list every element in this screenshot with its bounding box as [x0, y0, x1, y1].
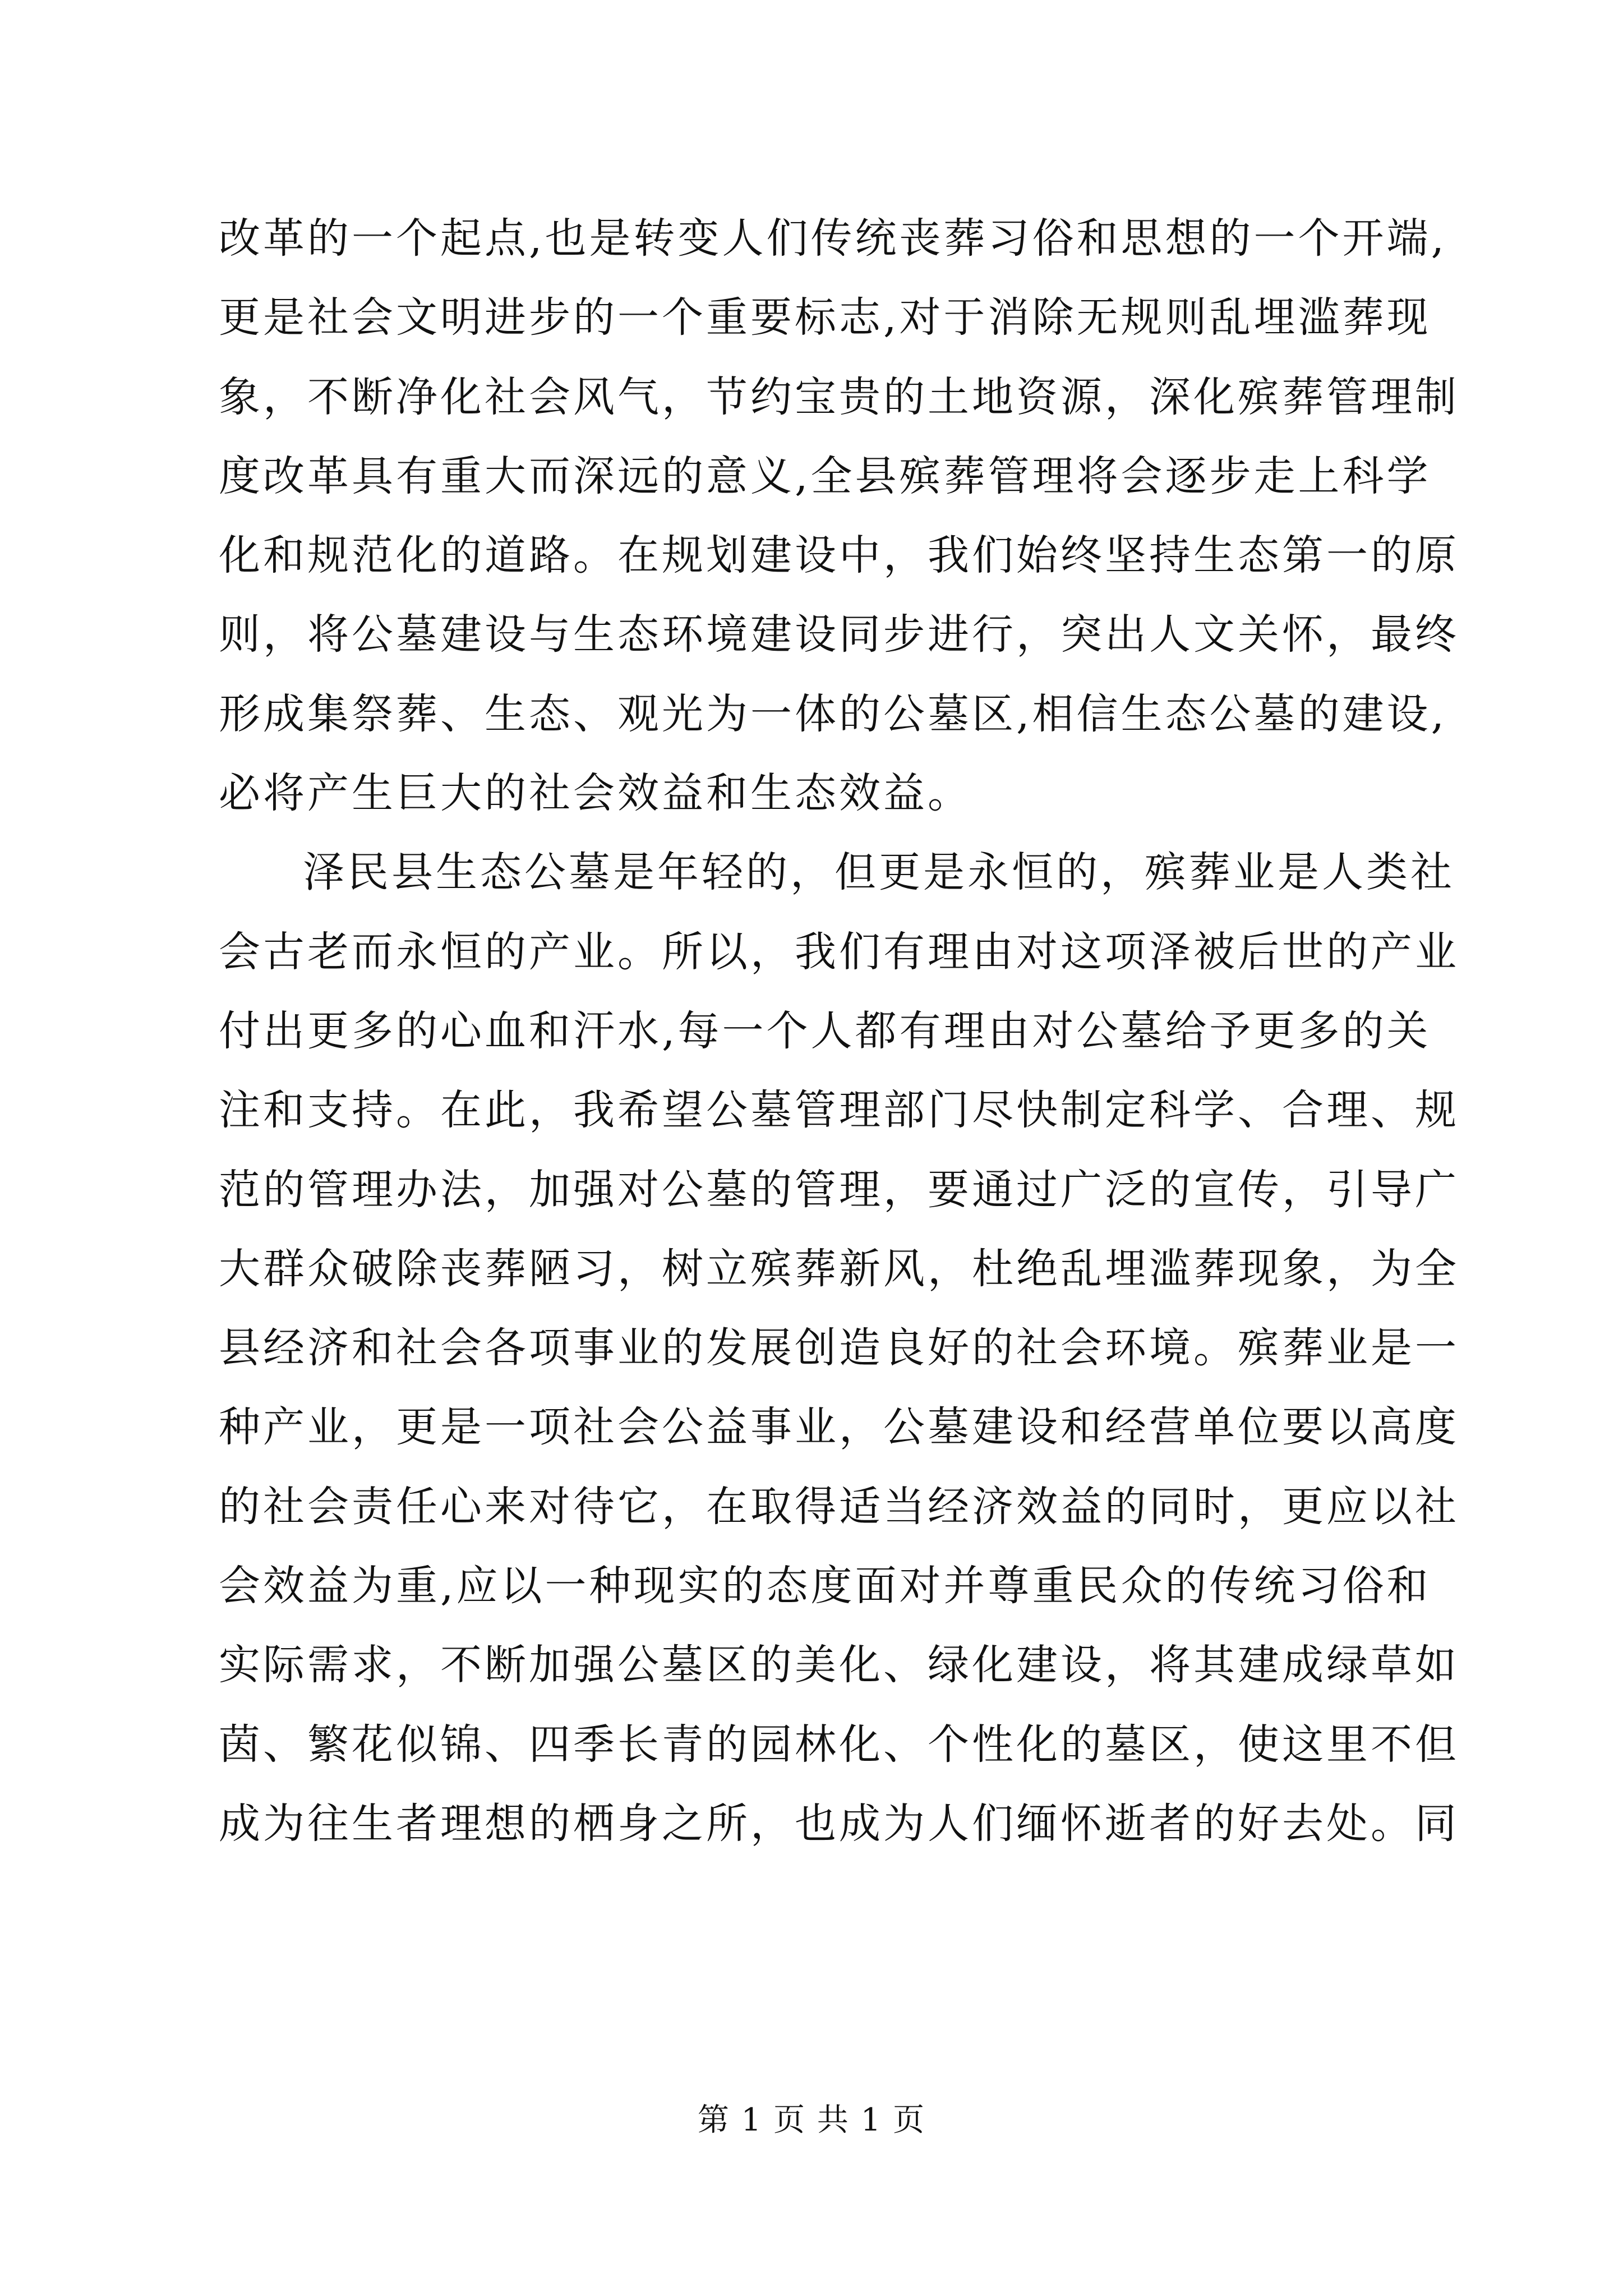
text-line-13: 范的管理办法，加强对公墓的管理，要通过广泛的宣传，引导广 [219, 1165, 1459, 1214]
text-line-4: 度改革具有重大而深远的意义,全县殡葬管理将会逐步走上科学 [219, 452, 1431, 500]
text-line-21: 成为往生者理想的栖身之所，也成为人们缅怀逝者的好去处。同 [219, 1799, 1459, 1848]
text-line-17: 的社会责任心来对待它，在取得适当经济效益的同时，更应以社 [219, 1482, 1459, 1531]
text-line-12: 注和支持。在此，我希望公墓管理部门尽快制定科学、合理、规 [219, 1086, 1459, 1135]
text-line-9-paragraph-start: 泽民县生态公墓是年轻的，但更是永恒的，殡葬业是人类社 [303, 848, 1455, 897]
text-line-10: 会古老而永恒的产业。所以，我们有理由对这项泽被后世的产业 [219, 927, 1459, 976]
text-line-8: 必将产生巨大的社会效益和生态效益。 [219, 769, 972, 818]
text-line-1: 改革的一个起点,也是转变人们传统丧葬习俗和思想的一个开端, [219, 214, 1447, 263]
text-line-6: 则，将公墓建设与生态环境建设同步进行，突出人文关怀，最终 [219, 610, 1459, 659]
text-line-19: 实际需求，不断加强公墓区的美化、绿化建设，将其建成绿草如 [219, 1641, 1459, 1690]
body-text [219, 199, 1459, 1864]
text-line-15: 县经济和社会各项事业的发展创造良好的社会环境。殡葬业是一 [219, 1324, 1459, 1373]
text-line-7: 形成集祭葬、生态、观光为一体的公墓区,相信生态公墓的建设, [219, 689, 1447, 738]
text-line-5: 化和规范化的道路。在规划建设中，我们始终坚持生态第一的原 [219, 531, 1459, 580]
text-line-20: 茵、繁花似锦、四季长青的园林化、个性化的墓区，使这里不但 [219, 1720, 1459, 1769]
text-line-14: 大群众破除丧葬陋习，树立殡葬新风，杜绝乱埋滥葬现象，为全 [219, 1244, 1459, 1293]
text-line-18: 会效益为重,应以一种现实的态度面对并尊重民众的传统习俗和 [219, 1562, 1431, 1611]
text-line-2: 更是社会文明进步的一个重要标志,对于消除无规则乱埋滥葬现 [219, 293, 1431, 342]
text-line-3: 象，不断净化社会风气，节约宝贵的土地资源，深化殡葬管理制 [219, 372, 1459, 421]
text-line-16: 种产业，更是一项社会公益事业，公墓建设和经营单位要以高度 [219, 1403, 1459, 1452]
text-line-11: 付出更多的心血和汗水,每一个人都有理由对公墓给予更多的关 [219, 1006, 1431, 1055]
page-number-footer: 第 1 页 共 1 页 [697, 2102, 926, 2138]
